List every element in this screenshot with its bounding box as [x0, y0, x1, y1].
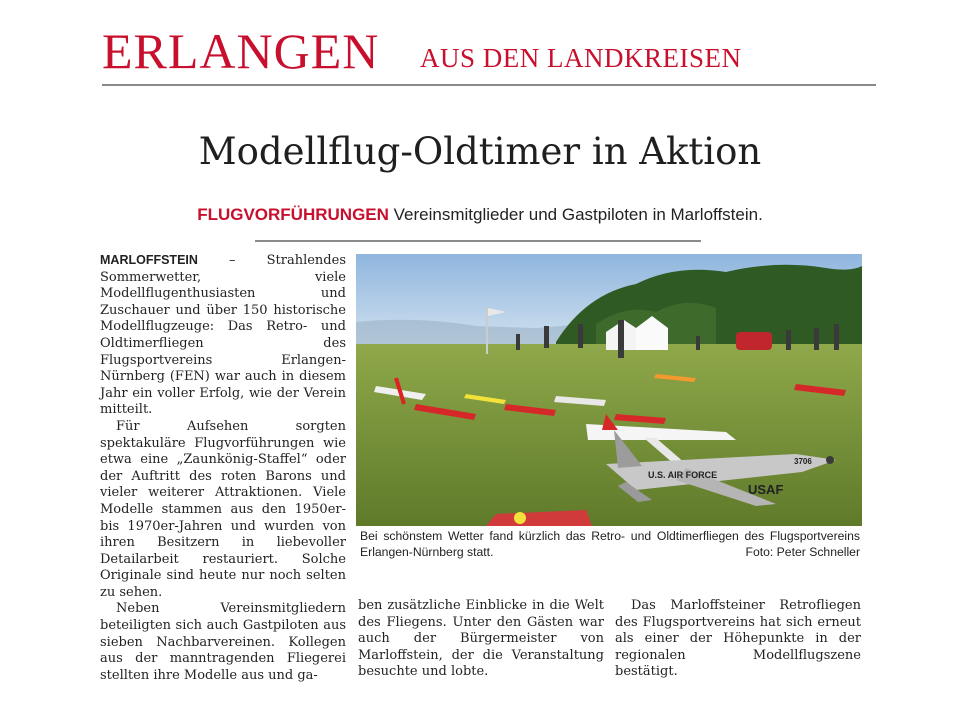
- article-column-1: [100, 252, 346, 684]
- subhead-kicker: FLUGVORFÜHRUNGEN: [197, 205, 389, 224]
- paragraph-1: [100, 252, 346, 419]
- plane-fuselage-marking: U.S. AIR FORCE: [648, 470, 718, 480]
- article-subhead: [0, 205, 960, 225]
- photo-credit: Foto: Peter Schneller: [745, 544, 860, 559]
- paragraph-4: Das Marloffsteiner Retrofliegen des Flugsportvereins hat sich erneut als einer der Höhepunkte in der regionalen Modellflugszene bestätigt.: [615, 598, 861, 680]
- plane-tail-marking: USAF: [748, 482, 784, 497]
- article-column-3: [615, 598, 861, 681]
- paragraph-2: Für Aufsehen sorgten spektakuläre Flugvorführungen wie etwa eine „Zaunkönig-Staffel“ oder der Auftritt des roten Barons und vieler weiterer Attraktionen. Viele Modelle stammen aus den 1950er- bis 1970er-Jahren und wurden von ihren Besitzern in liebevoller Detailarbeit restauriert. Solche Originale sind heute nur noch selten zu sehen.: [100, 418, 346, 600]
- masthead: [102, 22, 876, 86]
- masthead-city: ERLANGEN: [102, 23, 380, 79]
- article-column-2: [358, 598, 604, 681]
- article-photo: [356, 254, 862, 526]
- red-car: [736, 332, 772, 350]
- paragraph-3b: ben zusätzliche Einblicke in die Welt des Fliegens. Unter den Gästen war auch der Bürgermeister von Marloffstein, der die Veranstaltung besuchte und lobte.: [358, 598, 604, 680]
- photo-caption: [360, 529, 860, 560]
- dateline: MARLOFFSTEIN: [100, 253, 198, 267]
- subhead-text: Vereinsmitglieder und Gastpiloten in Marloffstein.: [393, 205, 763, 224]
- paragraph-1-text: – Strahlendes Sommerwetter, viele Modellflugenthusiasten und Zuschauer und über 150 historische Modellflugzeuge: Das Retro- und Oldtimerfliegen des Flugsportvereins Erlangen-Nürnberg (FEN) war auch in diesem Jahr ein voller Erfolg, wie der Verein mitteilt.: [100, 253, 346, 418]
- airfield-scene: [356, 254, 862, 526]
- article-headline: Modellflug-Oldtimer in Aktion: [198, 130, 762, 173]
- plane-serial: 3706: [794, 457, 812, 466]
- photo-caption-text: Bei schönstem Wetter fand kürzlich das Retro- und Oldtimerfliegen des Flugsportvereins Erlangen-Nürnberg statt.: [360, 529, 860, 559]
- masthead-section: AUS DEN LANDKREISEN: [420, 43, 742, 73]
- paragraph-3a: Neben Vereinsmitgliedern beteiligten sich auch Gastpiloten aus sieben Nachbarvereinen. Kollegen aus der manntragenden Fliegerei stellten ihre Modelle aus und ga-: [100, 601, 346, 683]
- windsock-pole: [486, 306, 488, 354]
- subhead-rule: [255, 240, 701, 242]
